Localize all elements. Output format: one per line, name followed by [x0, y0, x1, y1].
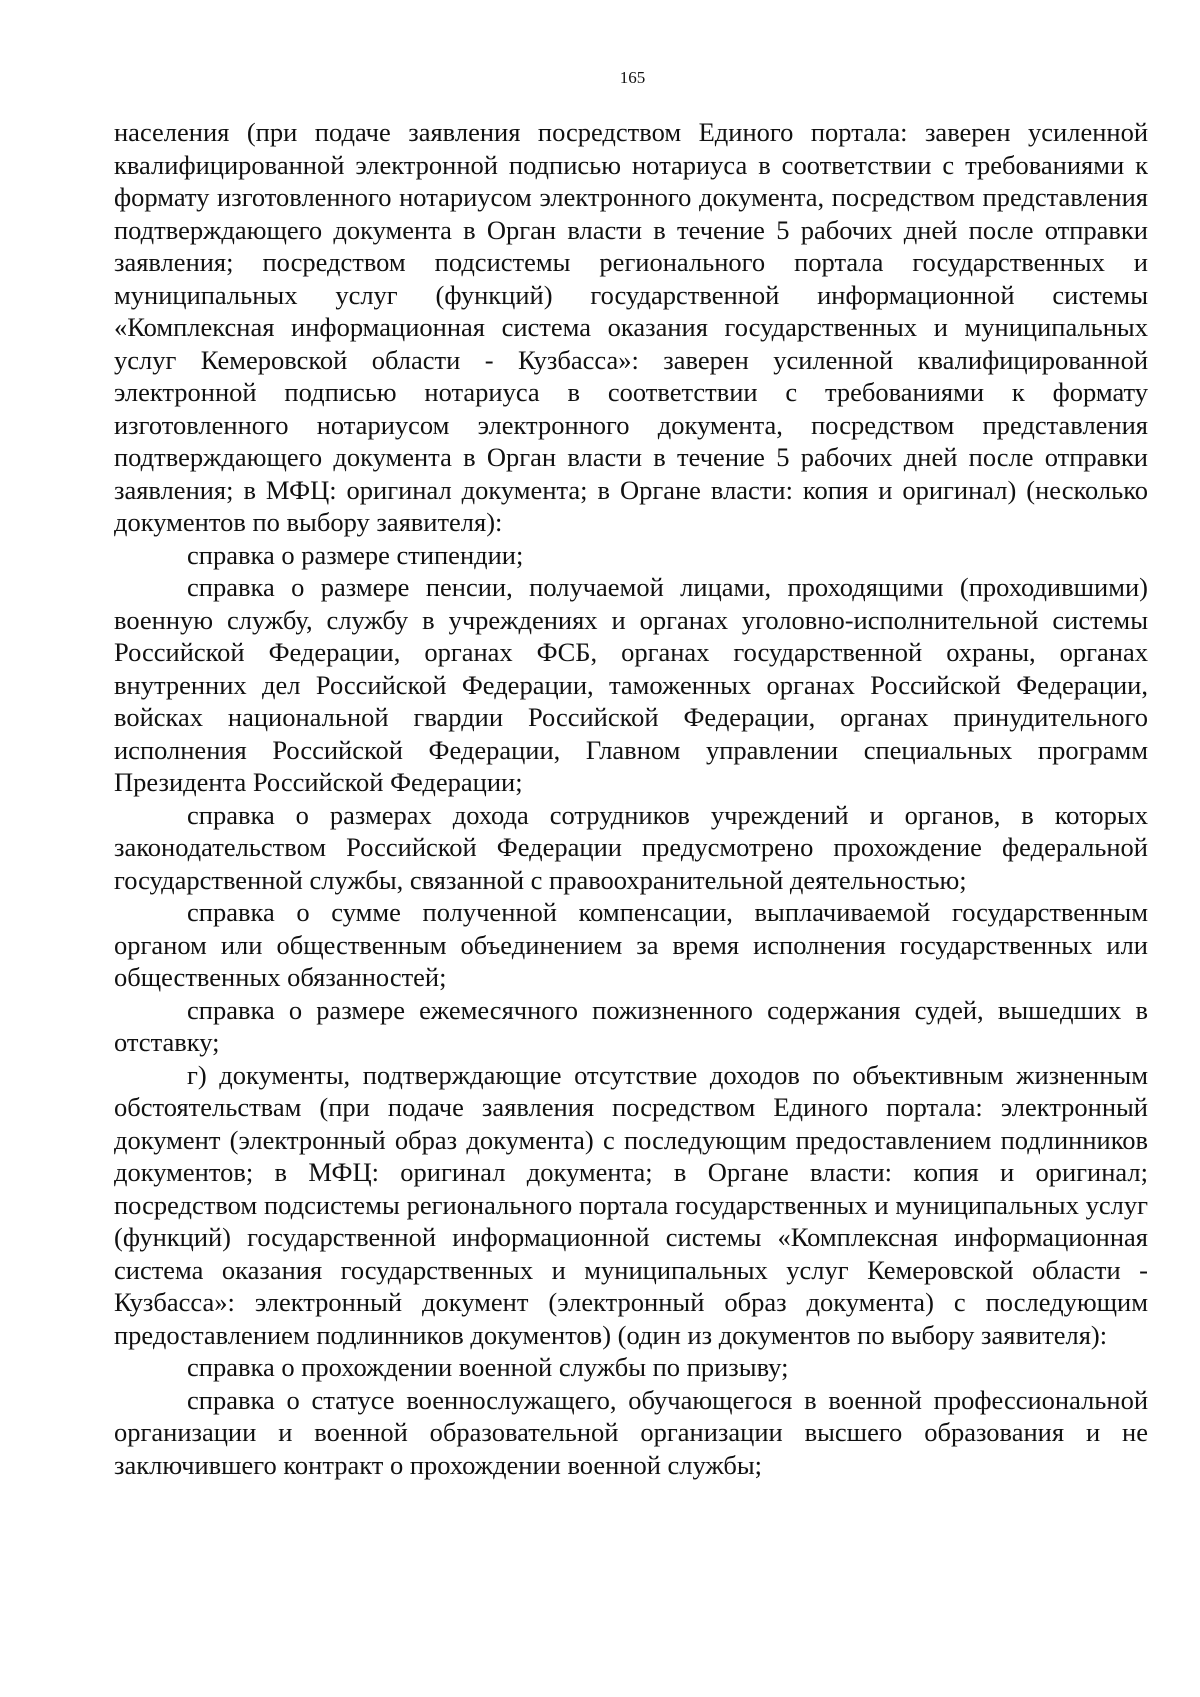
paragraph-scholarship-certificate: справка о размере стипендии;	[187, 539, 524, 570]
document-body	[114, 116, 1148, 1481]
page-number: 165	[619, 68, 646, 87]
paragraph-pension-certificate: справка о размере пенсии, получаемой лицами, проходящими (проходившими) военную службу, службу в учреждениях и органах уголовно-исполнительной системы Российской Федерации, органах ФСБ, органах государственной охраны, органах внутренних дел Российской Федерации, таможенных органах Российской Федерации, войсках национальной гвардии Российской Федерации, органах принудительного исполнения Российской Федерации, Главном управлении специальных программ Президента Российской Федерации;	[114, 572, 1148, 797]
paragraph-compensation-certificate: справка о сумме полученной компенсации, выплачиваемой государственным органом или общественным объединением за время исполнения государственных или общественных обязанностей;	[114, 897, 1148, 992]
paragraph-income-certificate: справка о размерах дохода сотрудников учреждений и органов, в которых законодательством Российской Федерации предусмотрено прохождение федеральной государственной службы, связанной с правоохранительной деятельностью;	[114, 799, 1148, 895]
paragraph-military-service-certificate: справка о прохождении военной службы по призыву;	[187, 1352, 789, 1382]
paragraph-judges-allowance-certificate: справка о размере ежемесячного пожизненного содержания судей, вышедших в отставку;	[114, 994, 1148, 1057]
paragraph-military-student-certificate: справка о статусе военнослужащего, обучающегося в военной профессиональной организации и военной образовательной организации высшего образования и не заключившего контракт о прохождении военной службы;	[114, 1384, 1148, 1480]
paragraph-item-g: г) документы, подтверждающие отсутствие доходов по объективным жизненным обстоятельствам (при подаче заявления посредством Единого портала: электронный документ (электронный образ документа) с последующим предоставлением подлинников документов; в МФЦ: оригинал документа; в Органе власти: копия и оригинал; посредством подсистемы регионального портала государственных и муниципальных услуг (функций) государственной информационной системы «Комплексная информационная система оказания государственных и муниципальных услуг Кемеровской области - Кузбасса»: электронный документ (электронный образ документа) с последующим предоставлением подлинников документов) (один из документов по выбору заявителя):	[114, 1059, 1148, 1350]
paragraph-intro: населения (при подаче заявления посредством Единого портала: заверен усиленной квалифицированной электронной подписью нотариуса в соответствии с требованиями к формату изготовленного нотариусом электронного документа, посредством представления подтверждающего документа в Орган власти в течение 5 рабочих дней после отправки заявления; посредством подсистемы регионального портала государственных и муниципальных услуг (функций) государственной информационной системы «Комплексная информационная система оказания государственных и муниципальных услуг Кемеровской области - Кузбасса»: заверен усиленной квалифицированной электронной подписью нотариуса в соответствии с требованиями к формату изготовленного нотариусом электронного документа, посредством представления подтверждающего документа в Орган власти в течение 5 рабочих дней после отправки заявления; в МФЦ: оригинал документа; в Органе власти: копия и оригинал) (несколько документов по выбору заявителя):	[114, 117, 1148, 537]
